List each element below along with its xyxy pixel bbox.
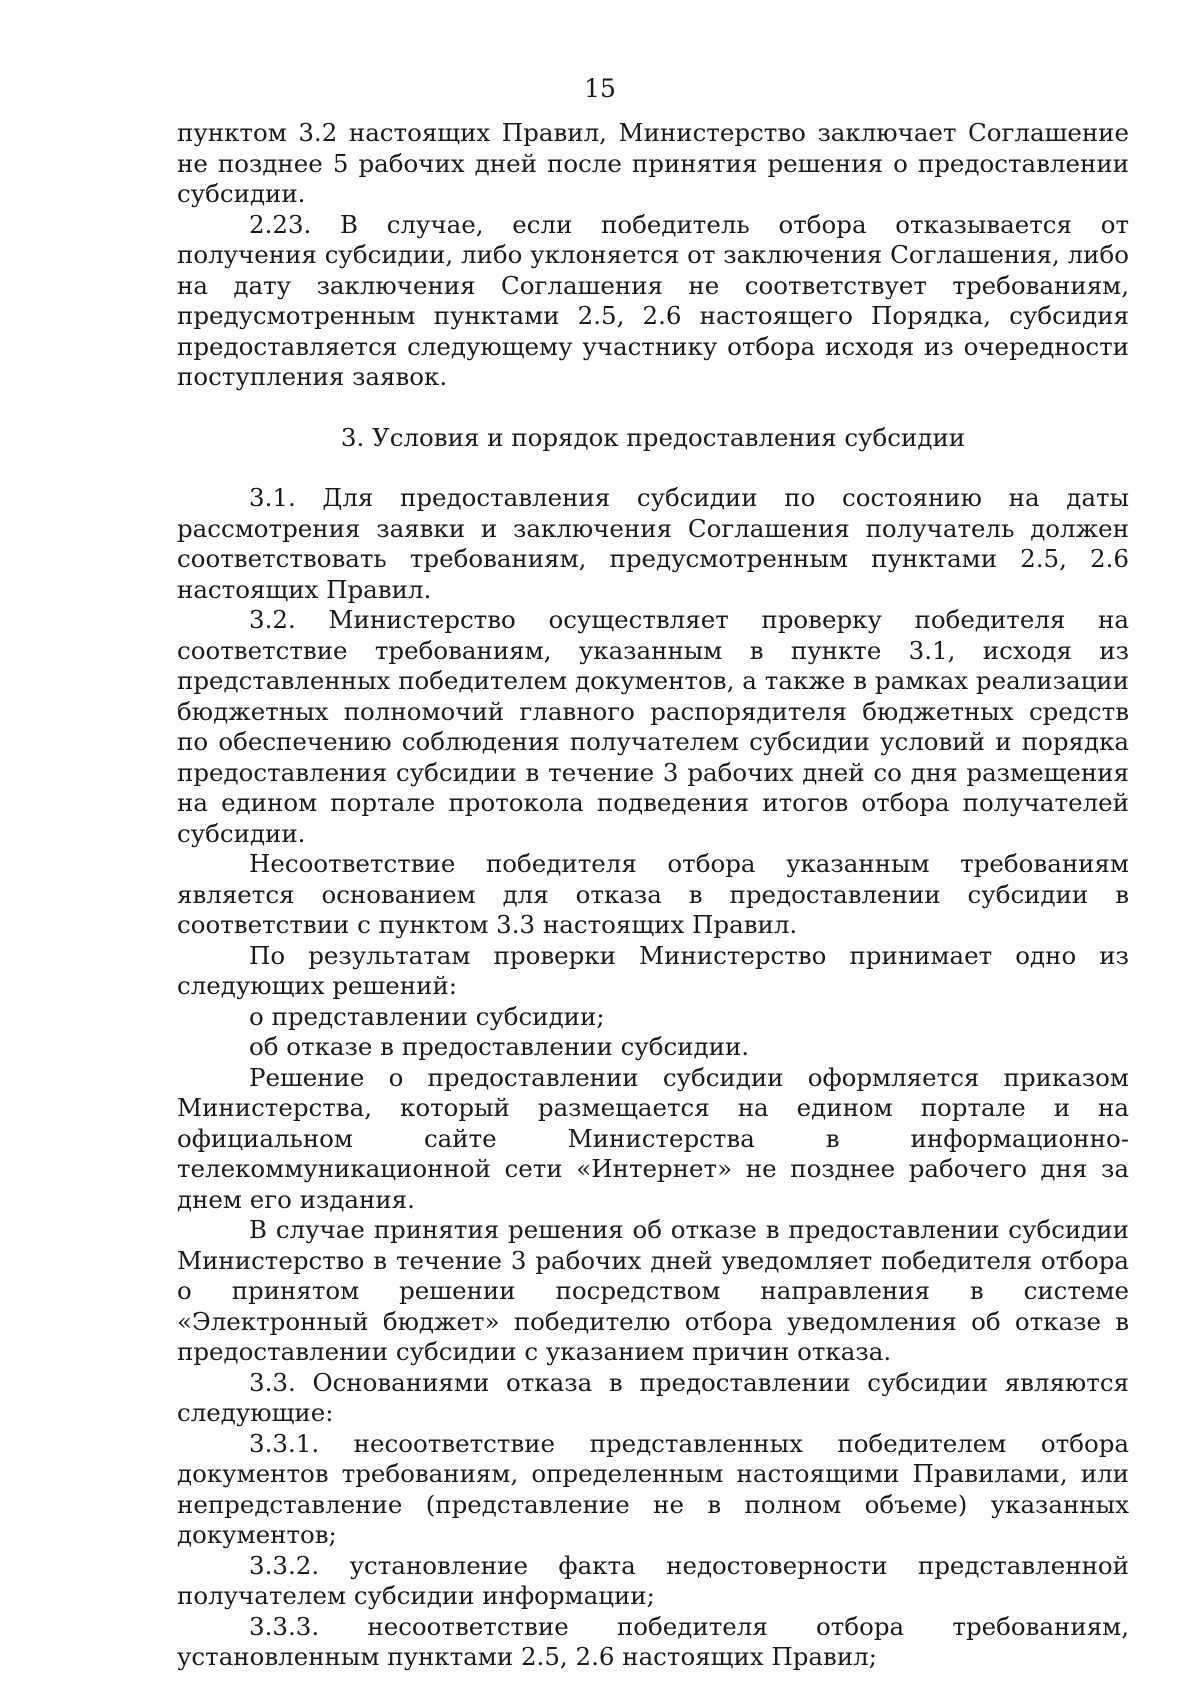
paragraph-3-3-1: 3.3.1. несоответствие представленных победителем отбора документов требованиям, определенным настоящими Правилами, или непредставление (представление не в полном объеме) указанных документов;: [177, 1428, 1129, 1549]
paragraph-2-23: 2.23. В случае, если победитель отбора отказывается от получения субсидии, либо уклоняется от заключения Соглашения, либо на дату заключения Соглашения не соответствует требованиям, предусмотренным пунктами 2.5, 2.6 настоящего Порядка, субсидия предоставляется следующему участнику отбора исходя из очередности поступления заявок.: [177, 209, 1129, 391]
paragraph-decision-refuse: об отказе в предоставлении субсидии.: [249, 1032, 750, 1061]
paragraph-decision-order: Решение о предоставлении субсидии оформляется приказом Министерства, который размещается на едином портале и на официальном сайте Министерства в информационно-телекоммуникационной сети «Интернет» не позднее рабочего дня за днем его издания.: [177, 1062, 1129, 1214]
paragraph-3-2: 3.2. Министерство осуществляет проверку победителя на соответствие требованиям, указанным в пункте 3.1, исходя из представленных победителем документов, а также в рамках реализации бюджетных полномочий главного распорядителя бюджетных средств по обеспечению соблюдения получателем субсидии условий и порядка предоставления субсидии в течение 3 рабочих дней со дня размещения на едином портале протокола подведения итогов отбора получателей субсидии.: [177, 605, 1129, 848]
paragraph-check-results: По результатам проверки Министерство принимает одно из следующих решений:: [177, 940, 1129, 1000]
paragraph-nonconformity: Несоответствие победителя отбора указанным требованиям является основанием для отказа в предоставлении субсидии в соответствии с пунктом 3.3 настоящих Правил.: [177, 849, 1129, 939]
paragraph-3-3-2: 3.3.2. установление факта недостоверности представленной получателем субсидии информации;: [177, 1550, 1129, 1610]
paragraph-decision-grant: о представлении субсидии;: [249, 1001, 605, 1031]
paragraph-3-1: 3.1. Для предоставления субсидии по состоянию на даты рассмотрения заявки и заключения Соглашения получатель должен соответствовать требованиям, предусмотренным пунктами 2.5, 2.6 настоящих Правил.: [177, 483, 1129, 604]
paragraph-continuation: пунктом 3.2 настоящих Правил, Министерство заключает Соглашение не позднее 5 рабочих дней после принятия решения о предоставлении субсидии.: [177, 118, 1129, 208]
paragraph-3-3-3: 3.3.3. несоответствие победителя отбора требованиям, установленным пунктами 2.5, 2.6 настоящих Правил;: [177, 1611, 1129, 1671]
document-body: [177, 118, 1129, 1673]
page-number: 15: [584, 74, 616, 103]
paragraph-3-3: 3.3. Основаниями отказа в предоставлении субсидии являются следующие:: [177, 1367, 1129, 1427]
section-heading: 3. Условия и порядок предоставления субсидии: [340, 422, 966, 452]
paragraph-refusal-notice: В случае принятия решения об отказе в предоставлении субсидии Министерство в течение 3 рабочих дней уведомляет победителя отбора о принятом решении посредством направления в системе «Электронный бюджет» победителю отбора уведомления об отказе в предоставлении субсидии с указанием причин отказа.: [177, 1215, 1129, 1366]
